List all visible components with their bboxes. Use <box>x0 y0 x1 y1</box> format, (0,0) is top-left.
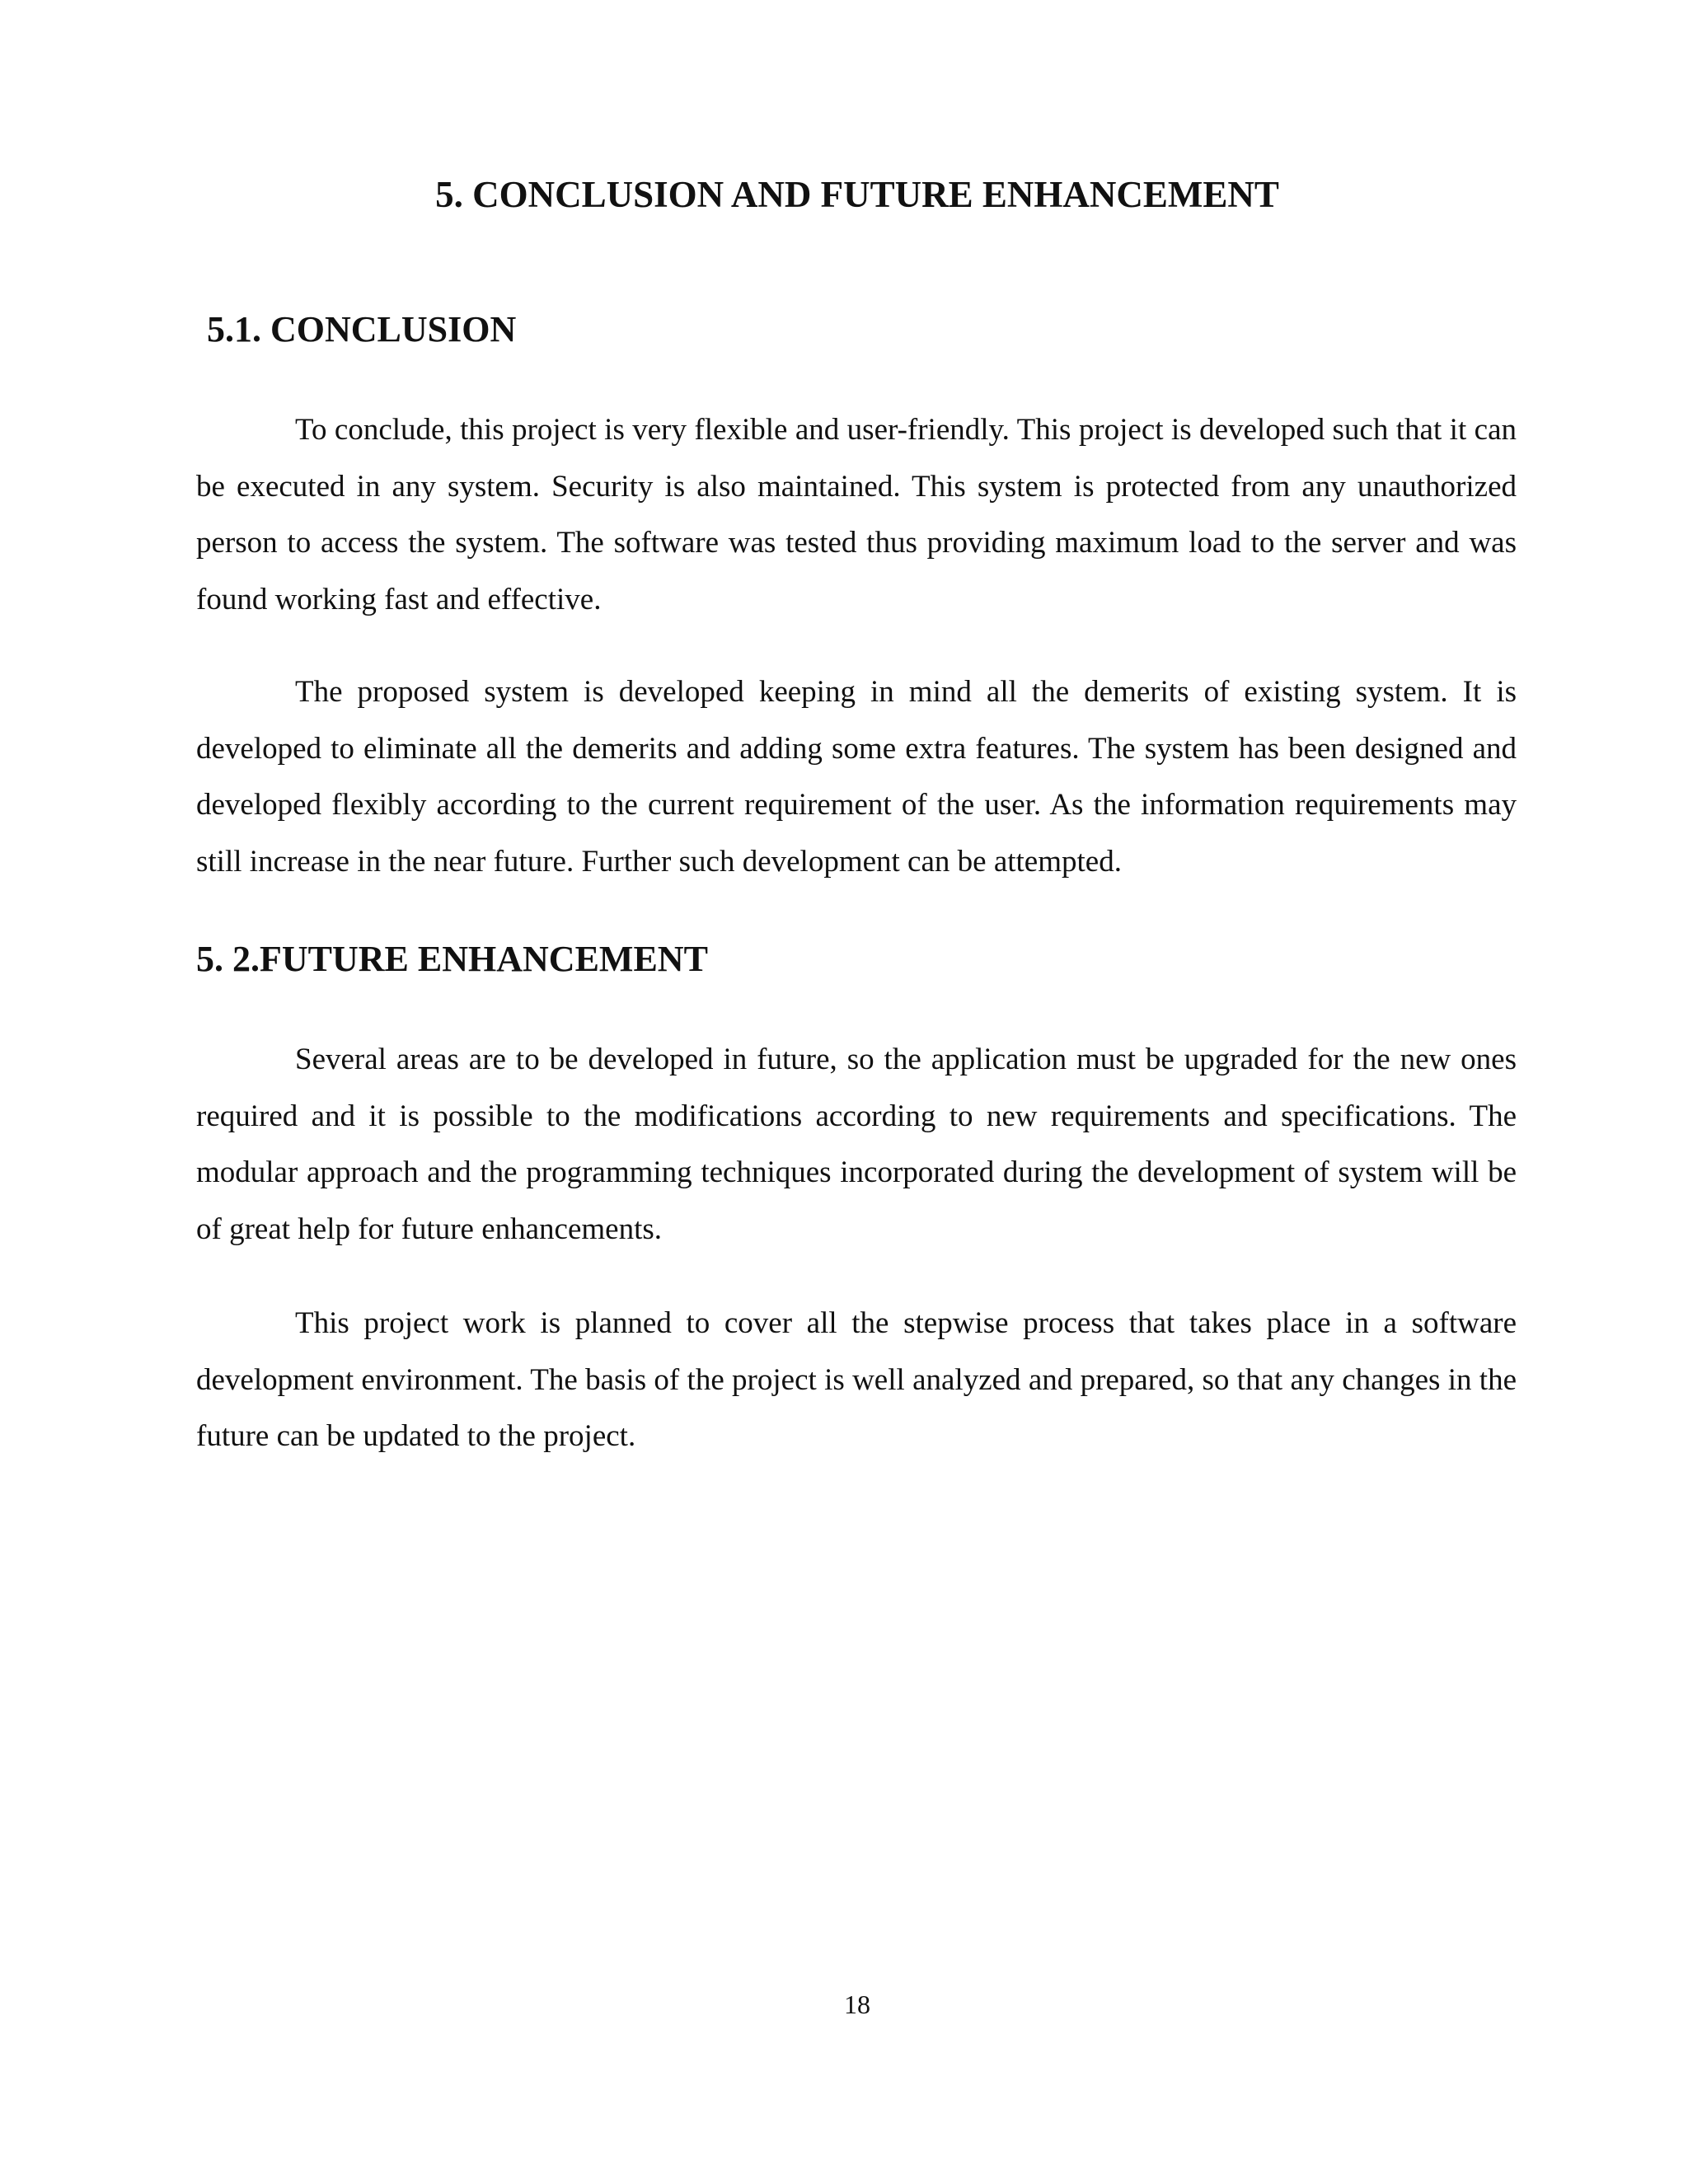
paragraph: Several areas are to be developed in future, so the application must be upgraded for the new ones required and it is possible to the modifications according to new requirements and specifications. The modular approach and the programming techniques incorporated during the development of system will be of great help for future enhancements. <box>196 1043 1517 1246</box>
section-heading-future-enhancement: 5. 2.FUTURE ENHANCEMENT <box>196 939 708 979</box>
chapter-title: 5. CONCLUSION AND FUTURE ENHANCEMENT <box>435 174 1279 215</box>
paragraph: The proposed system is developed keeping in mind all the demerits of existing system. It is developed to eliminate all the demerits and adding some extra features. The system has been designed and developed flexibly according to the current requirement of the user. As the information requirements may still increase in the near future. Further such development can be attempted. <box>196 675 1517 879</box>
paragraph: This project work is planned to cover all the stepwise process that takes place in a software development environment. The basis of the project is well analyzed and prepared, so that any changes in the future can be updated to the project. <box>196 1306 1517 1453</box>
paragraph: To conclude, this project is very flexible and user-friendly. This project is developed such that it can be executed in any system. Security is also maintained. This system is protected from any unauthorized person to access the system. The software was tested thus providing maximum load to the server and was found working fast and effective. <box>196 413 1517 616</box>
page-number: 18 <box>844 1990 870 2019</box>
section-heading-conclusion: 5.1. CONCLUSION <box>207 309 517 349</box>
